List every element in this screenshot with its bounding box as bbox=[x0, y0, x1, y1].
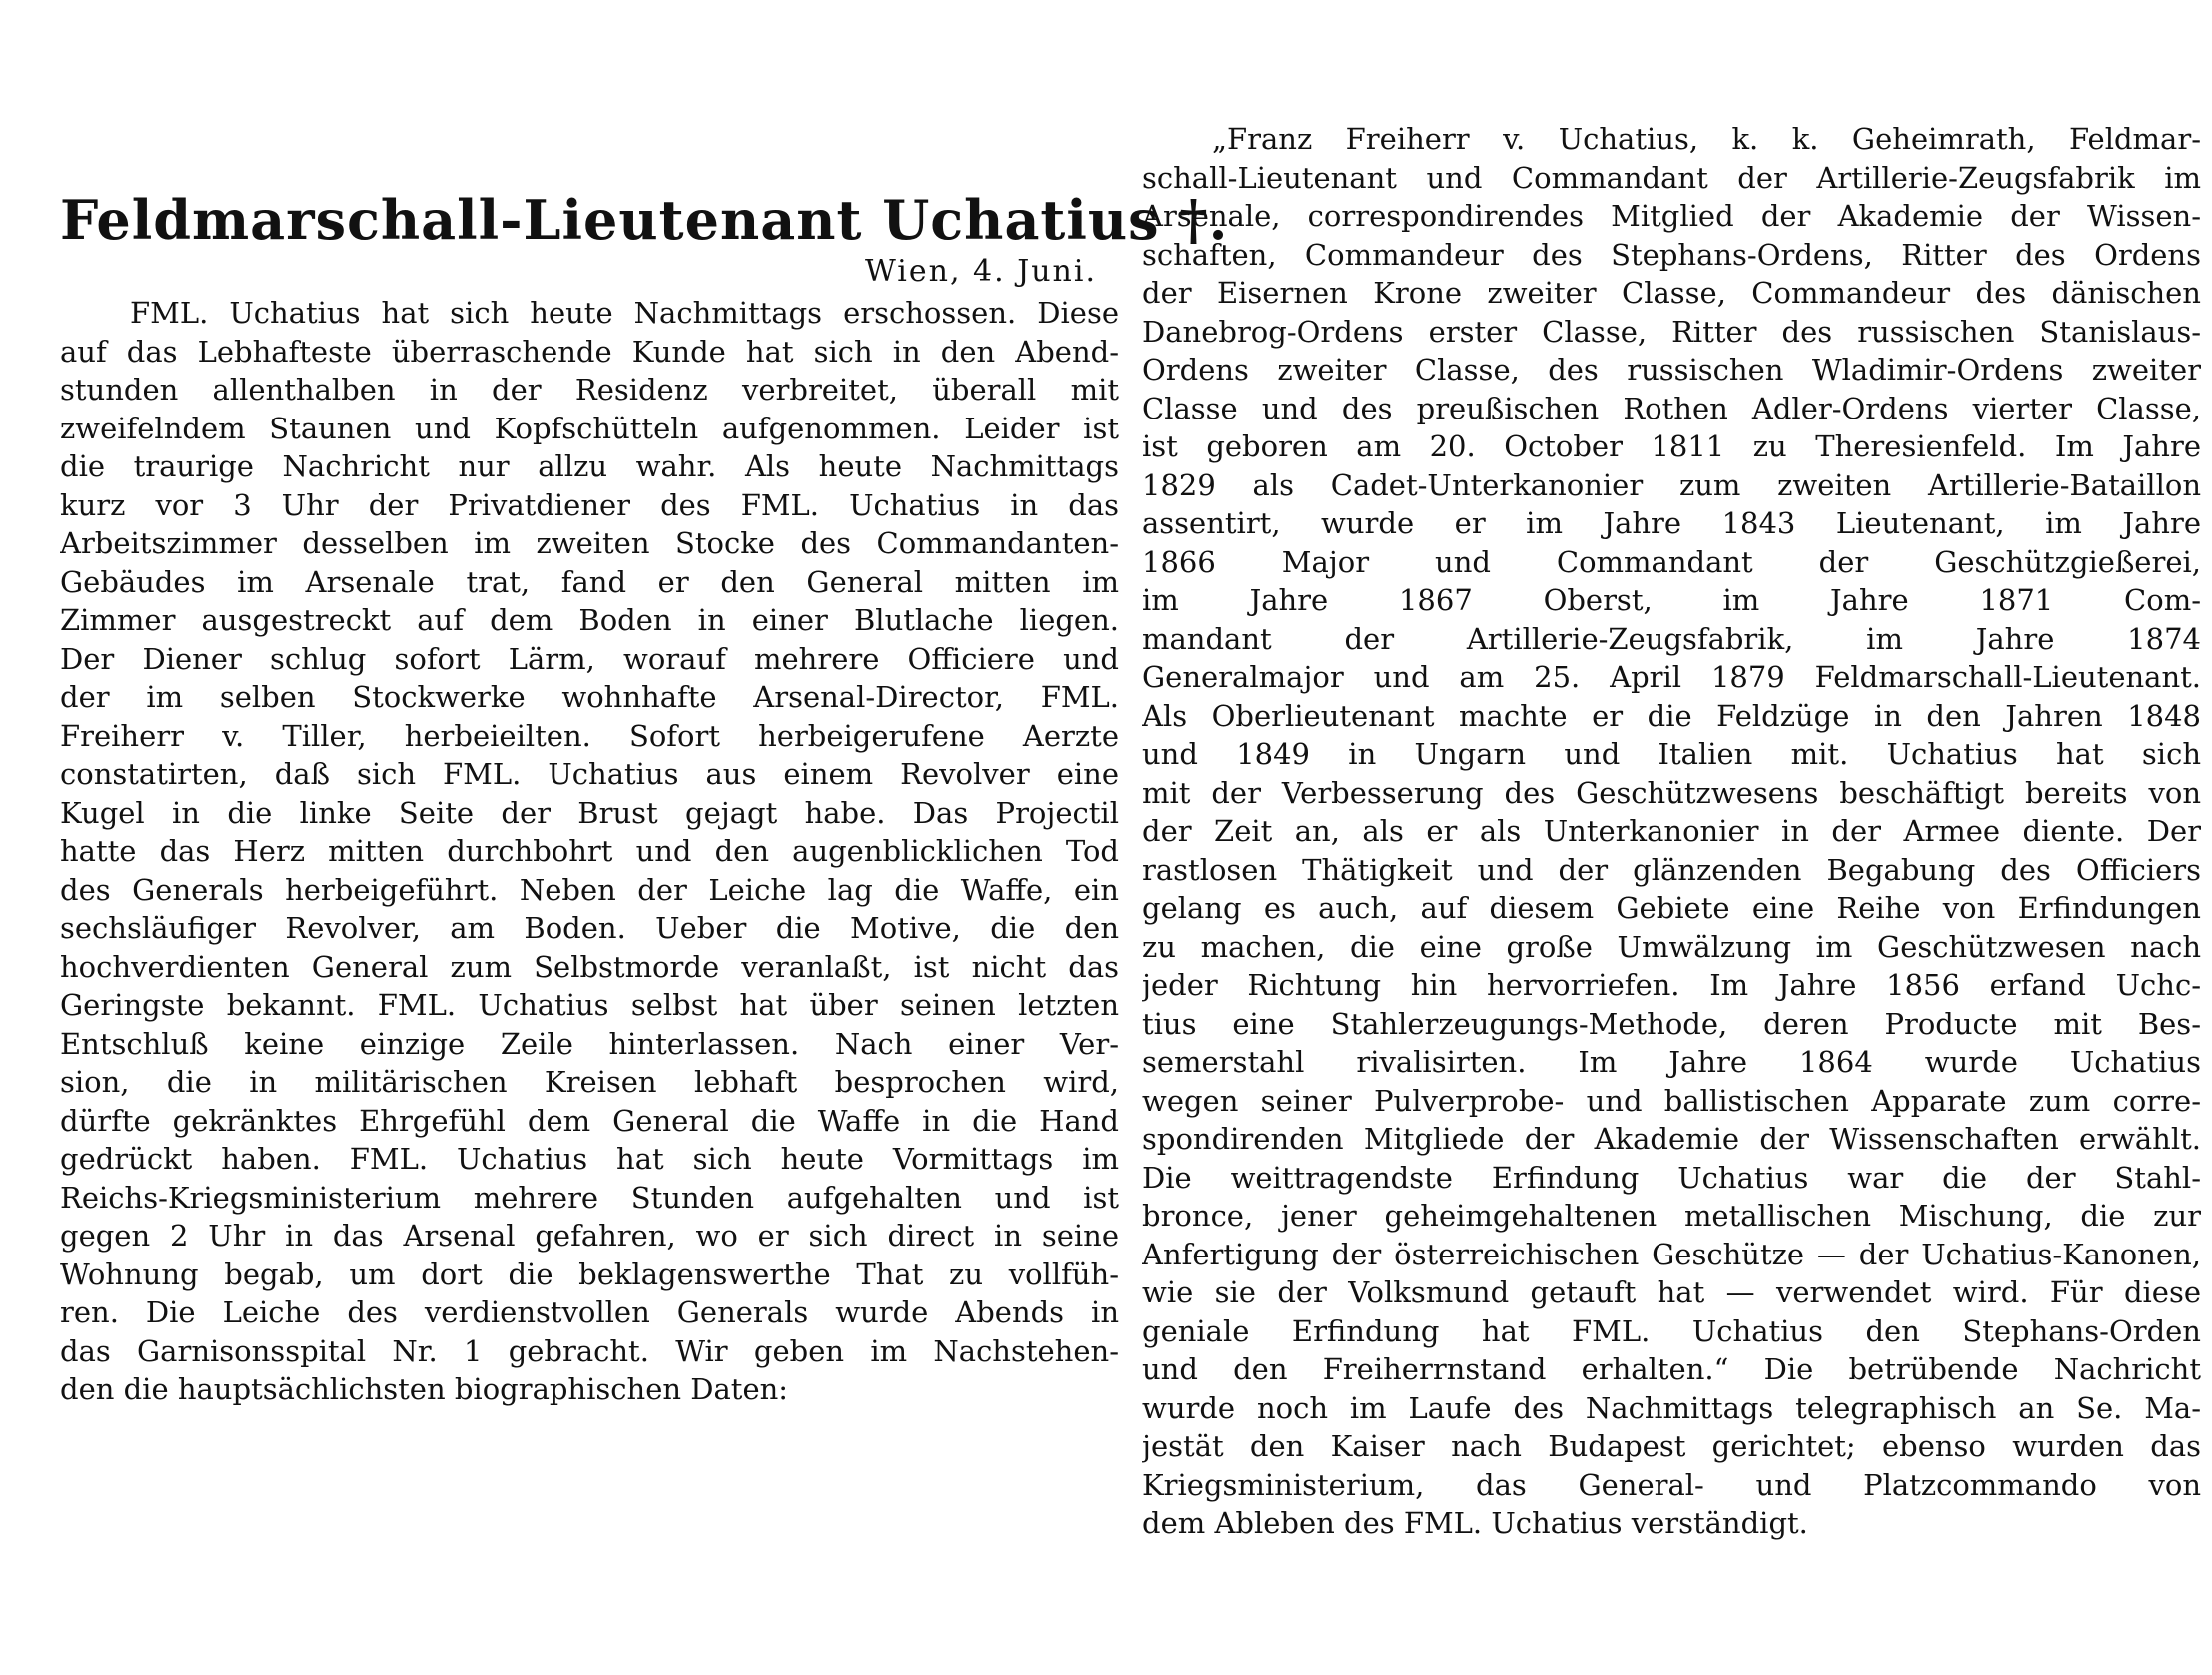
text-line: des Generals herbeigeführt. Neben der Leiche lag die Waffe, ein bbox=[60, 872, 1119, 907]
text-line: Danebrog-Ordens erster Classe, Ritter des russischen Stanislaus- bbox=[1142, 314, 2201, 349]
text-line: gedrückt haben. FML. Uchatius hat sich heute Vormittags im bbox=[60, 1142, 1119, 1176]
text-line: Gebäudes im Arsenale trat, fand er den General mitten im bbox=[60, 564, 1119, 599]
left-column-body bbox=[60, 294, 1119, 1409]
text-line: rastlosen Thätigkeit und der glänzenden Begabung des Officiers bbox=[1142, 852, 2201, 887]
text-line: wurde noch im Laufe des Nachmittags telegraphisch an Se. Ma- bbox=[1142, 1390, 2201, 1425]
text-line: Arbeitszimmer desselben im zweiten Stocke des Commandanten- bbox=[60, 526, 1119, 560]
article-headline: Feldmarschall-Lieutenant Uchatius †. bbox=[60, 188, 1229, 252]
text-line: jeder Richtung hin hervorriefen. Im Jahre 1856 erfand Uchc- bbox=[1142, 968, 2201, 1002]
text-line: Die weittragendste Erfindung Uchatius war die der Stahl- bbox=[1142, 1160, 2201, 1195]
text-line: Kugel in die linke Seite der Brust gejagt habe. Das Projectil bbox=[60, 795, 1119, 830]
text-line: Reichs-Kriegsministerium mehrere Stunden aufgehalten und ist bbox=[60, 1180, 1119, 1215]
text-line: wegen seiner Pulverprobe- und ballistischen Apparate zum corre- bbox=[1142, 1083, 2201, 1118]
text-line: hatte das Herz mitten durchbohrt und den augenblicklichen Tod bbox=[60, 834, 1119, 868]
text-line: sechsläufiger Revolver, am Boden. Ueber die Motive, die den bbox=[60, 911, 1119, 945]
right-column bbox=[1142, 120, 2201, 1543]
text-line: gegen 2 Uhr in das Arsenal gefahren, wo er sich direct in seine bbox=[60, 1219, 1119, 1253]
text-line: kurz vor 3 Uhr der Privatdiener des FML. Uchatius in das bbox=[60, 487, 1119, 522]
text-line: der im selben Stockwerke wohnhafte Arsenal-Director, FML. bbox=[60, 680, 1119, 714]
text-line: Geringste bekannt. FML. Uchatius selbst hat über seinen letzten bbox=[60, 988, 1119, 1022]
right-column-body bbox=[1142, 120, 2201, 1543]
article-dateline: Wien, 4. Juni. bbox=[864, 254, 1097, 289]
text-line: bronce, jener geheimgehaltenen metallischen Mischung, die zur bbox=[1142, 1199, 2201, 1233]
text-line: im Jahre 1867 Oberst, im Jahre 1871 Com- bbox=[1142, 583, 2201, 617]
text-line: Anfertigung der österreichischen Geschütze — der Uchatius-Kanonen, bbox=[1142, 1237, 2201, 1271]
text-line: Kriegsministerium, das General- und Platzcommando von bbox=[1142, 1467, 2201, 1502]
text-line: mandant der Artillerie-Zeugsfabrik, im Jahre 1874 bbox=[1142, 621, 2201, 656]
text-line: geniale Erfindung hat FML. Uchatius den Stephans-Orden bbox=[1142, 1313, 2201, 1348]
text-line: constatirten, daß sich FML. Uchatius aus einem Revolver eine bbox=[60, 757, 1119, 791]
text-line: dürfte gekränktes Ehrgefühl dem General die Waffe in die Hand bbox=[60, 1103, 1119, 1138]
left-column bbox=[60, 188, 1229, 1409]
text-line: schall-Lieutenant und Commandant der Artillerie-Zeugsfabrik im bbox=[1142, 160, 2201, 195]
text-line: der Eisernen Krone zweiter Classe, Commandeur des dänischen bbox=[1142, 276, 2201, 310]
text-line: 1829 als Cadet-Unterkanonier zum zweiten Artillerie-Bataillon bbox=[1142, 467, 2201, 502]
text-line: auf das Lebhafteste überraschende Kunde hat sich in den Abend- bbox=[60, 334, 1119, 369]
text-line: Entschluß keine einzige Zeile hinterlassen. Nach einer Ver- bbox=[60, 1026, 1119, 1061]
text-line: ist geboren am 20. October 1811 zu Theresienfeld. Im Jahre bbox=[1142, 429, 2201, 463]
text-line: FML. Uchatius hat sich heute Nachmittags erschossen. Diese bbox=[130, 296, 1119, 330]
text-line: hochverdienten General zum Selbstmorde veranlaßt, ist nicht das bbox=[60, 949, 1119, 984]
text-line: sion, die in militärischen Kreisen lebhaft besprochen wird, bbox=[60, 1065, 1119, 1099]
text-line: stunden allenthalben in der Residenz verbreitet, überall mit bbox=[60, 373, 1119, 407]
text-line: die traurige Nachricht nur allzu wahr. Als heute Nachmittags bbox=[60, 449, 1119, 483]
text-line: dem Ableben des FML. Uchatius verständigt. bbox=[1142, 1506, 1808, 1540]
text-line: mit der Verbesserung des Geschützwesens beschäftigt bereits von bbox=[1142, 775, 2201, 810]
text-line: spondirenden Mitgliede der Akademie der Wissenschaften erwählt. bbox=[1142, 1122, 2201, 1156]
text-line: Generalmajor und am 25. April 1879 Feldmarschall-Lieutenant. bbox=[1142, 660, 2201, 694]
text-line: Classe und des preußischen Rothen Adler-Ordens vierter Classe, bbox=[1142, 391, 2201, 425]
text-line: Wohnung begab, um dort die beklagenswerthe That zu vollfüh- bbox=[60, 1256, 1119, 1291]
text-line: schaften, Commandeur des Stephans-Ordens, Ritter des Ordens bbox=[1142, 237, 2201, 272]
text-line: Freiherr v. Tiller, herbeieilten. Sofort herbeigerufene Aerzte bbox=[60, 718, 1119, 753]
text-line: jestät den Kaiser nach Budapest gerichtet; ebenso wurden das bbox=[1142, 1429, 2201, 1463]
text-line: Ordens zweiter Classe, des russischen Wladimir-Ordens zweiter bbox=[1142, 353, 2201, 387]
text-line: den die hauptsächlichsten biographischen Daten: bbox=[60, 1372, 789, 1406]
text-line: 1866 Major und Commandant der Geschützgießerei, bbox=[1142, 544, 2201, 579]
text-line: tius eine Stahlerzeugungs-Methode, deren Producte mit Bes- bbox=[1142, 1006, 2201, 1041]
text-line: zweifelndem Staunen und Kopfschütteln aufgenommen. Leider ist bbox=[60, 411, 1119, 445]
text-line: und 1849 in Ungarn und Italien mit. Uchatius hat sich bbox=[1142, 737, 2201, 771]
text-line: der Zeit an, als er als Unterkanonier in der Armee diente. Der bbox=[1142, 814, 2201, 848]
text-line: „Franz Freiherr v. Uchatius, k. k. Geheimrath, Feldmar- bbox=[1212, 122, 2201, 156]
text-line: zu machen, die eine große Umwälzung im Geschützwesen nach bbox=[1142, 929, 2201, 964]
text-line: das Garnisonsspital Nr. 1 gebracht. Wir geben im Nachstehen- bbox=[60, 1333, 1119, 1368]
text-line: Der Diener schlug sofort Lärm, worauf mehrere Officiere und bbox=[60, 641, 1119, 676]
text-line: Arsenale, correspondirendes Mitglied der Akademie der Wissen- bbox=[1142, 199, 2201, 233]
text-line: gelang es auch, auf diesem Gebiete eine Reihe von Erfindungen bbox=[1142, 891, 2201, 925]
text-line: ren. Die Leiche des verdienstvollen Generals wurde Abends in bbox=[60, 1295, 1119, 1329]
text-line: Als Oberlieutenant machte er die Feldzüge in den Jahren 1848 bbox=[1142, 698, 2201, 733]
text-line: assentirt, wurde er im Jahre 1843 Lieutenant, im Jahre bbox=[1142, 506, 2201, 540]
text-line: Zimmer ausgestreckt auf dem Boden in einer Blutlache liegen. bbox=[60, 603, 1119, 637]
text-line: semerstahl rivalisirten. Im Jahre 1864 wurde Uchatius bbox=[1142, 1045, 2201, 1079]
text-line: wie sie der Volksmund getauft hat — verwendet wird. Für diese bbox=[1142, 1275, 2201, 1309]
text-line: und den Freiherrnstand erhalten.“ Die betrübende Nachricht bbox=[1142, 1352, 2201, 1386]
